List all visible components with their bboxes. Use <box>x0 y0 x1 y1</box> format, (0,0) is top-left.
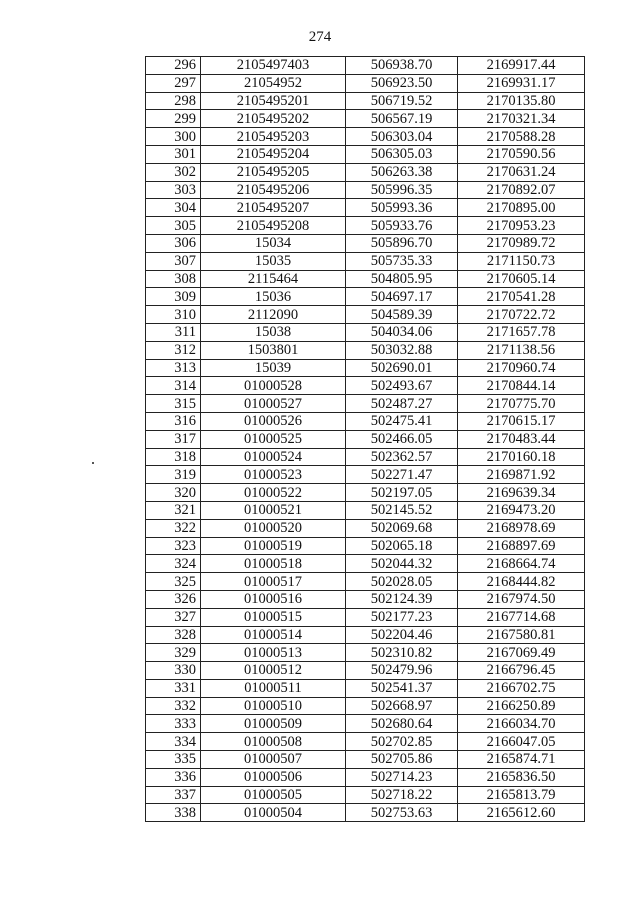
y-coordinate-cell: 2169931.17 <box>458 74 585 92</box>
x-coordinate-cell: 505896.70 <box>346 234 458 252</box>
point-id-cell: 15039 <box>201 359 346 377</box>
row-number-cell: 314 <box>146 377 201 395</box>
x-coordinate-cell: 505993.36 <box>346 199 458 217</box>
row-number-cell: 315 <box>146 395 201 413</box>
table-row <box>146 145 585 163</box>
y-coordinate-cell: 2166250.89 <box>458 697 585 715</box>
x-coordinate-cell: 504589.39 <box>346 306 458 324</box>
point-id-cell: 2105495206 <box>201 181 346 199</box>
point-id-cell: 2105495208 <box>201 217 346 235</box>
point-id-cell: 21054952 <box>201 74 346 92</box>
point-id-cell: 01000513 <box>201 644 346 662</box>
row-number-cell: 338 <box>146 804 201 822</box>
row-number-cell: 321 <box>146 501 201 519</box>
y-coordinate-cell: 2168664.74 <box>458 555 585 573</box>
table-row <box>146 57 585 75</box>
point-id-cell: 01000523 <box>201 466 346 484</box>
y-coordinate-cell: 2169917.44 <box>458 57 585 75</box>
y-coordinate-cell: 2171657.78 <box>458 323 585 341</box>
point-id-cell: 01000507 <box>201 751 346 769</box>
table-row <box>146 270 585 288</box>
table-row <box>146 288 585 306</box>
point-id-cell: 01000505 <box>201 786 346 804</box>
table-row <box>146 252 585 270</box>
table-row <box>146 234 585 252</box>
y-coordinate-cell: 2170588.28 <box>458 128 585 146</box>
row-number-cell: 333 <box>146 715 201 733</box>
y-coordinate-cell: 2170775.70 <box>458 395 585 413</box>
y-coordinate-cell: 2169871.92 <box>458 466 585 484</box>
x-coordinate-cell: 506303.04 <box>346 128 458 146</box>
table-row <box>146 484 585 502</box>
table-row <box>146 395 585 413</box>
y-coordinate-cell: 2170631.24 <box>458 163 585 181</box>
x-coordinate-cell: 504805.95 <box>346 270 458 288</box>
row-number-cell: 316 <box>146 412 201 430</box>
row-number-cell: 299 <box>146 110 201 128</box>
y-coordinate-cell: 2167714.68 <box>458 608 585 626</box>
row-number-cell: 335 <box>146 751 201 769</box>
row-number-cell: 318 <box>146 448 201 466</box>
point-id-cell: 2105495201 <box>201 92 346 110</box>
y-coordinate-cell: 2170321.34 <box>458 110 585 128</box>
row-number-cell: 309 <box>146 288 201 306</box>
x-coordinate-cell: 502271.47 <box>346 466 458 484</box>
y-coordinate-cell: 2166702.75 <box>458 679 585 697</box>
x-coordinate-cell: 502124.39 <box>346 590 458 608</box>
table-row <box>146 537 585 555</box>
y-coordinate-cell: 2170722.72 <box>458 306 585 324</box>
point-id-cell: 2112090 <box>201 306 346 324</box>
x-coordinate-cell: 502177.23 <box>346 608 458 626</box>
table-row <box>146 697 585 715</box>
table-row <box>146 679 585 697</box>
x-coordinate-cell: 502204.46 <box>346 626 458 644</box>
y-coordinate-cell: 2165813.79 <box>458 786 585 804</box>
point-id-cell: 2115464 <box>201 270 346 288</box>
table-row <box>146 199 585 217</box>
row-number-cell: 331 <box>146 679 201 697</box>
table-row <box>146 804 585 822</box>
x-coordinate-cell: 502680.64 <box>346 715 458 733</box>
x-coordinate-cell: 502145.52 <box>346 501 458 519</box>
point-id-cell: 01000521 <box>201 501 346 519</box>
y-coordinate-cell: 2170892.07 <box>458 181 585 199</box>
table-row <box>146 751 585 769</box>
coordinate-table <box>145 56 585 822</box>
row-number-cell: 300 <box>146 128 201 146</box>
x-coordinate-cell: 502466.05 <box>346 430 458 448</box>
point-id-cell: 2105495202 <box>201 110 346 128</box>
x-coordinate-cell: 502069.68 <box>346 519 458 537</box>
x-coordinate-cell: 504034.06 <box>346 323 458 341</box>
x-coordinate-cell: 506567.19 <box>346 110 458 128</box>
row-number-cell: 326 <box>146 590 201 608</box>
row-number-cell: 324 <box>146 555 201 573</box>
table-row <box>146 412 585 430</box>
table-row <box>146 359 585 377</box>
y-coordinate-cell: 2166034.70 <box>458 715 585 733</box>
y-coordinate-cell: 2170605.14 <box>458 270 585 288</box>
x-coordinate-cell: 502310.82 <box>346 644 458 662</box>
x-coordinate-cell: 505933.76 <box>346 217 458 235</box>
x-coordinate-cell: 503032.88 <box>346 341 458 359</box>
x-coordinate-cell: 502028.05 <box>346 573 458 591</box>
point-id-cell: 01000510 <box>201 697 346 715</box>
y-coordinate-cell: 2171150.73 <box>458 252 585 270</box>
x-coordinate-cell: 502702.85 <box>346 733 458 751</box>
x-coordinate-cell: 502065.18 <box>346 537 458 555</box>
x-coordinate-cell: 502718.22 <box>346 786 458 804</box>
row-number-cell: 313 <box>146 359 201 377</box>
row-number-cell: 304 <box>146 199 201 217</box>
row-number-cell: 325 <box>146 573 201 591</box>
y-coordinate-cell: 2169639.34 <box>458 484 585 502</box>
point-id-cell: 01000527 <box>201 395 346 413</box>
x-coordinate-cell: 502705.86 <box>346 751 458 769</box>
x-coordinate-cell: 502493.67 <box>346 377 458 395</box>
point-id-cell: 01000520 <box>201 519 346 537</box>
x-coordinate-cell: 506938.70 <box>346 57 458 75</box>
point-id-cell: 15036 <box>201 288 346 306</box>
point-id-cell: 15038 <box>201 323 346 341</box>
point-id-cell: 01000524 <box>201 448 346 466</box>
coordinate-table-container <box>145 56 585 822</box>
table-row <box>146 768 585 786</box>
x-coordinate-cell: 502668.97 <box>346 697 458 715</box>
x-coordinate-cell: 502690.01 <box>346 359 458 377</box>
row-number-cell: 301 <box>146 145 201 163</box>
row-number-cell: 303 <box>146 181 201 199</box>
y-coordinate-cell: 2170895.00 <box>458 199 585 217</box>
point-id-cell: 01000517 <box>201 573 346 591</box>
table-row <box>146 501 585 519</box>
row-number-cell: 310 <box>146 306 201 324</box>
y-coordinate-cell: 2167069.49 <box>458 644 585 662</box>
row-number-cell: 330 <box>146 662 201 680</box>
table-row <box>146 110 585 128</box>
page-number: 274 <box>308 29 332 45</box>
x-coordinate-cell: 502714.23 <box>346 768 458 786</box>
y-coordinate-cell: 2170590.56 <box>458 145 585 163</box>
point-id-cell: 01000504 <box>201 804 346 822</box>
row-number-cell: 332 <box>146 697 201 715</box>
y-coordinate-cell: 2170989.72 <box>458 234 585 252</box>
y-coordinate-cell: 2168444.82 <box>458 573 585 591</box>
table-row <box>146 377 585 395</box>
y-coordinate-cell: 2170615.17 <box>458 412 585 430</box>
x-coordinate-cell: 506305.03 <box>346 145 458 163</box>
row-number-cell: 298 <box>146 92 201 110</box>
x-coordinate-cell: 505996.35 <box>346 181 458 199</box>
point-id-cell: 01000511 <box>201 679 346 697</box>
point-id-cell: 2105495203 <box>201 128 346 146</box>
table-row <box>146 448 585 466</box>
table-row <box>146 590 585 608</box>
x-coordinate-cell: 506719.52 <box>346 92 458 110</box>
scan-speck <box>92 462 94 464</box>
x-coordinate-cell: 502475.41 <box>346 412 458 430</box>
row-number-cell: 308 <box>146 270 201 288</box>
y-coordinate-cell: 2167580.81 <box>458 626 585 644</box>
x-coordinate-cell: 502541.37 <box>346 679 458 697</box>
table-row <box>146 608 585 626</box>
table-row <box>146 555 585 573</box>
x-coordinate-cell: 502479.96 <box>346 662 458 680</box>
table-row <box>146 573 585 591</box>
table-row <box>146 786 585 804</box>
point-id-cell: 01000508 <box>201 733 346 751</box>
y-coordinate-cell: 2169473.20 <box>458 501 585 519</box>
point-id-cell: 01000506 <box>201 768 346 786</box>
table-row <box>146 217 585 235</box>
table-row <box>146 181 585 199</box>
y-coordinate-cell: 2171138.56 <box>458 341 585 359</box>
table-row <box>146 644 585 662</box>
point-id-cell: 15035 <box>201 252 346 270</box>
point-id-cell: 2105495207 <box>201 199 346 217</box>
point-id-cell: 01000525 <box>201 430 346 448</box>
y-coordinate-cell: 2170483.44 <box>458 430 585 448</box>
row-number-cell: 334 <box>146 733 201 751</box>
y-coordinate-cell: 2165836.50 <box>458 768 585 786</box>
point-id-cell: 01000514 <box>201 626 346 644</box>
x-coordinate-cell: 506263.38 <box>346 163 458 181</box>
point-id-cell: 01000515 <box>201 608 346 626</box>
table-row <box>146 662 585 680</box>
x-coordinate-cell: 502197.05 <box>346 484 458 502</box>
x-coordinate-cell: 505735.33 <box>346 252 458 270</box>
coordinate-table-body <box>146 57 585 822</box>
row-number-cell: 328 <box>146 626 201 644</box>
point-id-cell: 01000509 <box>201 715 346 733</box>
table-row <box>146 128 585 146</box>
y-coordinate-cell: 2165874.71 <box>458 751 585 769</box>
point-id-cell: 2105495204 <box>201 145 346 163</box>
x-coordinate-cell: 502753.63 <box>346 804 458 822</box>
point-id-cell: 1503801 <box>201 341 346 359</box>
row-number-cell: 305 <box>146 217 201 235</box>
table-row <box>146 519 585 537</box>
y-coordinate-cell: 2170160.18 <box>458 448 585 466</box>
point-id-cell: 2105495205 <box>201 163 346 181</box>
x-coordinate-cell: 506923.50 <box>346 74 458 92</box>
table-row <box>146 74 585 92</box>
x-coordinate-cell: 502044.32 <box>346 555 458 573</box>
table-row <box>146 430 585 448</box>
x-coordinate-cell: 504697.17 <box>346 288 458 306</box>
point-id-cell: 01000516 <box>201 590 346 608</box>
table-row <box>146 466 585 484</box>
row-number-cell: 297 <box>146 74 201 92</box>
point-id-cell: 01000528 <box>201 377 346 395</box>
row-number-cell: 306 <box>146 234 201 252</box>
row-number-cell: 322 <box>146 519 201 537</box>
row-number-cell: 323 <box>146 537 201 555</box>
y-coordinate-cell: 2170844.14 <box>458 377 585 395</box>
row-number-cell: 317 <box>146 430 201 448</box>
y-coordinate-cell: 2170135.80 <box>458 92 585 110</box>
table-row <box>146 626 585 644</box>
y-coordinate-cell: 2168897.69 <box>458 537 585 555</box>
point-id-cell: 01000518 <box>201 555 346 573</box>
row-number-cell: 329 <box>146 644 201 662</box>
y-coordinate-cell: 2165612.60 <box>458 804 585 822</box>
y-coordinate-cell: 2170541.28 <box>458 288 585 306</box>
table-row <box>146 163 585 181</box>
row-number-cell: 336 <box>146 768 201 786</box>
row-number-cell: 337 <box>146 786 201 804</box>
y-coordinate-cell: 2167974.50 <box>458 590 585 608</box>
x-coordinate-cell: 502487.27 <box>346 395 458 413</box>
table-row <box>146 341 585 359</box>
y-coordinate-cell: 2168978.69 <box>458 519 585 537</box>
point-id-cell: 01000526 <box>201 412 346 430</box>
row-number-cell: 312 <box>146 341 201 359</box>
y-coordinate-cell: 2166047.05 <box>458 733 585 751</box>
row-number-cell: 311 <box>146 323 201 341</box>
point-id-cell: 01000519 <box>201 537 346 555</box>
row-number-cell: 319 <box>146 466 201 484</box>
row-number-cell: 320 <box>146 484 201 502</box>
table-row <box>146 306 585 324</box>
point-id-cell: 2105497403 <box>201 57 346 75</box>
table-row <box>146 92 585 110</box>
point-id-cell: 01000512 <box>201 662 346 680</box>
y-coordinate-cell: 2166796.45 <box>458 662 585 680</box>
table-row <box>146 323 585 341</box>
row-number-cell: 296 <box>146 57 201 75</box>
table-row <box>146 733 585 751</box>
point-id-cell: 15034 <box>201 234 346 252</box>
y-coordinate-cell: 2170953.23 <box>458 217 585 235</box>
y-coordinate-cell: 2170960.74 <box>458 359 585 377</box>
x-coordinate-cell: 502362.57 <box>346 448 458 466</box>
row-number-cell: 302 <box>146 163 201 181</box>
table-row <box>146 715 585 733</box>
point-id-cell: 01000522 <box>201 484 346 502</box>
row-number-cell: 327 <box>146 608 201 626</box>
row-number-cell: 307 <box>146 252 201 270</box>
